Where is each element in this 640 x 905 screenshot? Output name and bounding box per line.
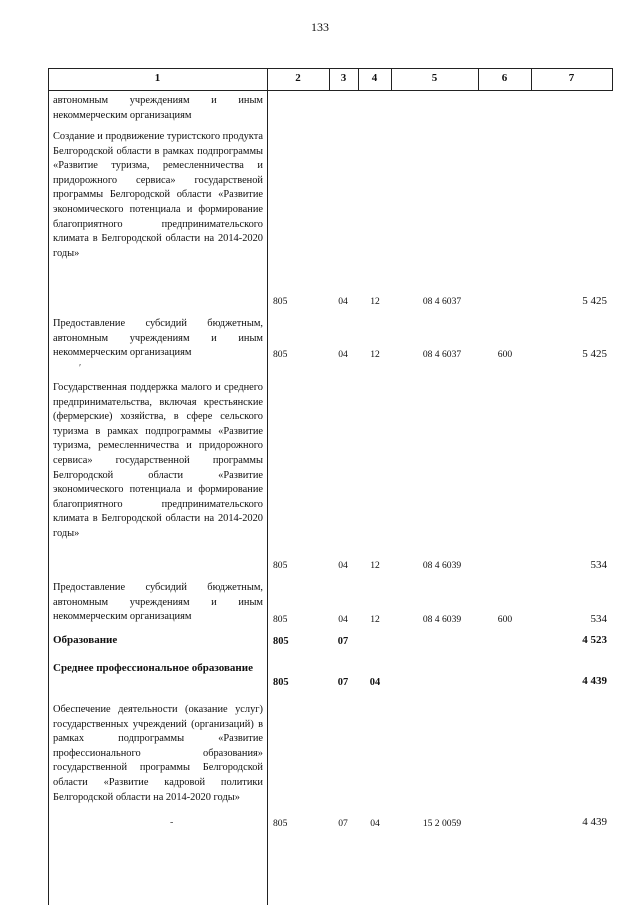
row-description: Предоставление субсидий бюджетным, автономным учреждениям и иным некоммерческим организациям [53,582,263,623]
header-col-1: 1 [154,72,161,84]
row-admin-code: 805 [273,349,288,360]
row-target-article-code: 08 4 6039 [422,560,462,571]
row-admin-code: 805 [273,636,289,647]
row-section-code: 04 [338,296,348,307]
row-subsection-code: 12 [370,614,380,625]
section-heading: Образование [53,634,118,646]
header-col-6: 6 [501,72,508,84]
row-subsection-code: 12 [370,296,380,307]
section-heading: Среднее профессиональное образование [53,662,253,674]
row-description: Предоставление субсидий бюджетным, автономным учреждениям и иным некоммерческим организациям [53,318,263,359]
row-subsection-code: 04 [369,677,381,688]
row-subsection-code: 12 [370,349,380,360]
row-admin-code: 805 [273,677,289,688]
row-sum: 4 439 [582,675,607,687]
scan-mark: - [170,817,174,828]
row-admin-code: 805 [273,818,288,829]
row-expense-type-code: 600 [497,349,513,360]
scan-mark: ′ [79,363,82,374]
row-description: Создание и продвижение туристского продукта Белгородской области в рамках подпрограммы «Развитие туризма, ремесленничества и придорожного сервиса» государственой программы Белгородской области «Развитие экономического потенциала и формирование благоприятного предпринимательского климата в Белгородской области на 2014-2020 годы» [53,131,263,259]
row-section-code: 04 [338,560,348,571]
row-sum: 4 523 [582,634,607,646]
row-sum: 5 425 [582,295,607,307]
row-description: автономным учреждениям и иным некоммерческим организациям [53,95,263,121]
row-sum: 534 [590,613,607,625]
row-target-article-code: 08 4 6039 [422,614,462,625]
row-expense-type-code: 600 [497,614,513,625]
row-subsection-code: 04 [370,818,380,829]
table-top-border [48,68,613,69]
header-col-2: 2 [295,72,301,84]
header-col-5: 5 [431,72,438,84]
table-right-border [612,68,613,90]
header-col-4: 4 [371,72,378,84]
row-sum: 4 439 [582,816,607,828]
row-target-article-code: 08 4 6037 [422,349,462,360]
row-admin-code: 805 [273,560,288,571]
row-target-article-code: 08 4 6037 [422,296,462,307]
header-bottom-border [48,90,613,91]
row-sum: 534 [590,559,607,571]
page-number: 133 [311,20,329,34]
header-col-3: 3 [340,72,347,84]
row-sum: 5 425 [582,348,607,360]
row-admin-code: 805 [273,614,288,625]
row-description: Государственная поддержка малого и среднего предпринимательства, включая крестьянские (фермерские) хозяйства, в сфере сельского туризма в рамках подпрограммы «Развитие туризма, ремесленничества и придорожного сервиса» государственной программы Белгородской области «Развитие экономического потенциала и формирование благоприятного предпринимательского климата в Белгородской области на 2014-2020 годы» [53,382,263,539]
row-section-code: 07 [338,818,348,829]
row-section-code: 04 [338,614,348,625]
col-divider-1 [267,68,268,905]
row-section-code: 04 [338,349,348,360]
row-admin-code: 805 [273,296,288,307]
row-subsection-code: 12 [370,560,380,571]
row-section-code: 07 [337,636,349,647]
row-target-article-code: 15 2 0059 [422,818,462,829]
row-section-code: 07 [337,677,349,688]
table-left-border [48,68,49,905]
row-description: Обеспечение деятельности (оказание услуг) государственных учреждений (организаций) в рамках подпрограммы «Развитие профессионального образования» государственной программы Белгородской области «Развитие кадровой политики Белгородской области на 2014-2020 годы» [53,704,263,803]
header-col-7: 7 [568,72,575,84]
